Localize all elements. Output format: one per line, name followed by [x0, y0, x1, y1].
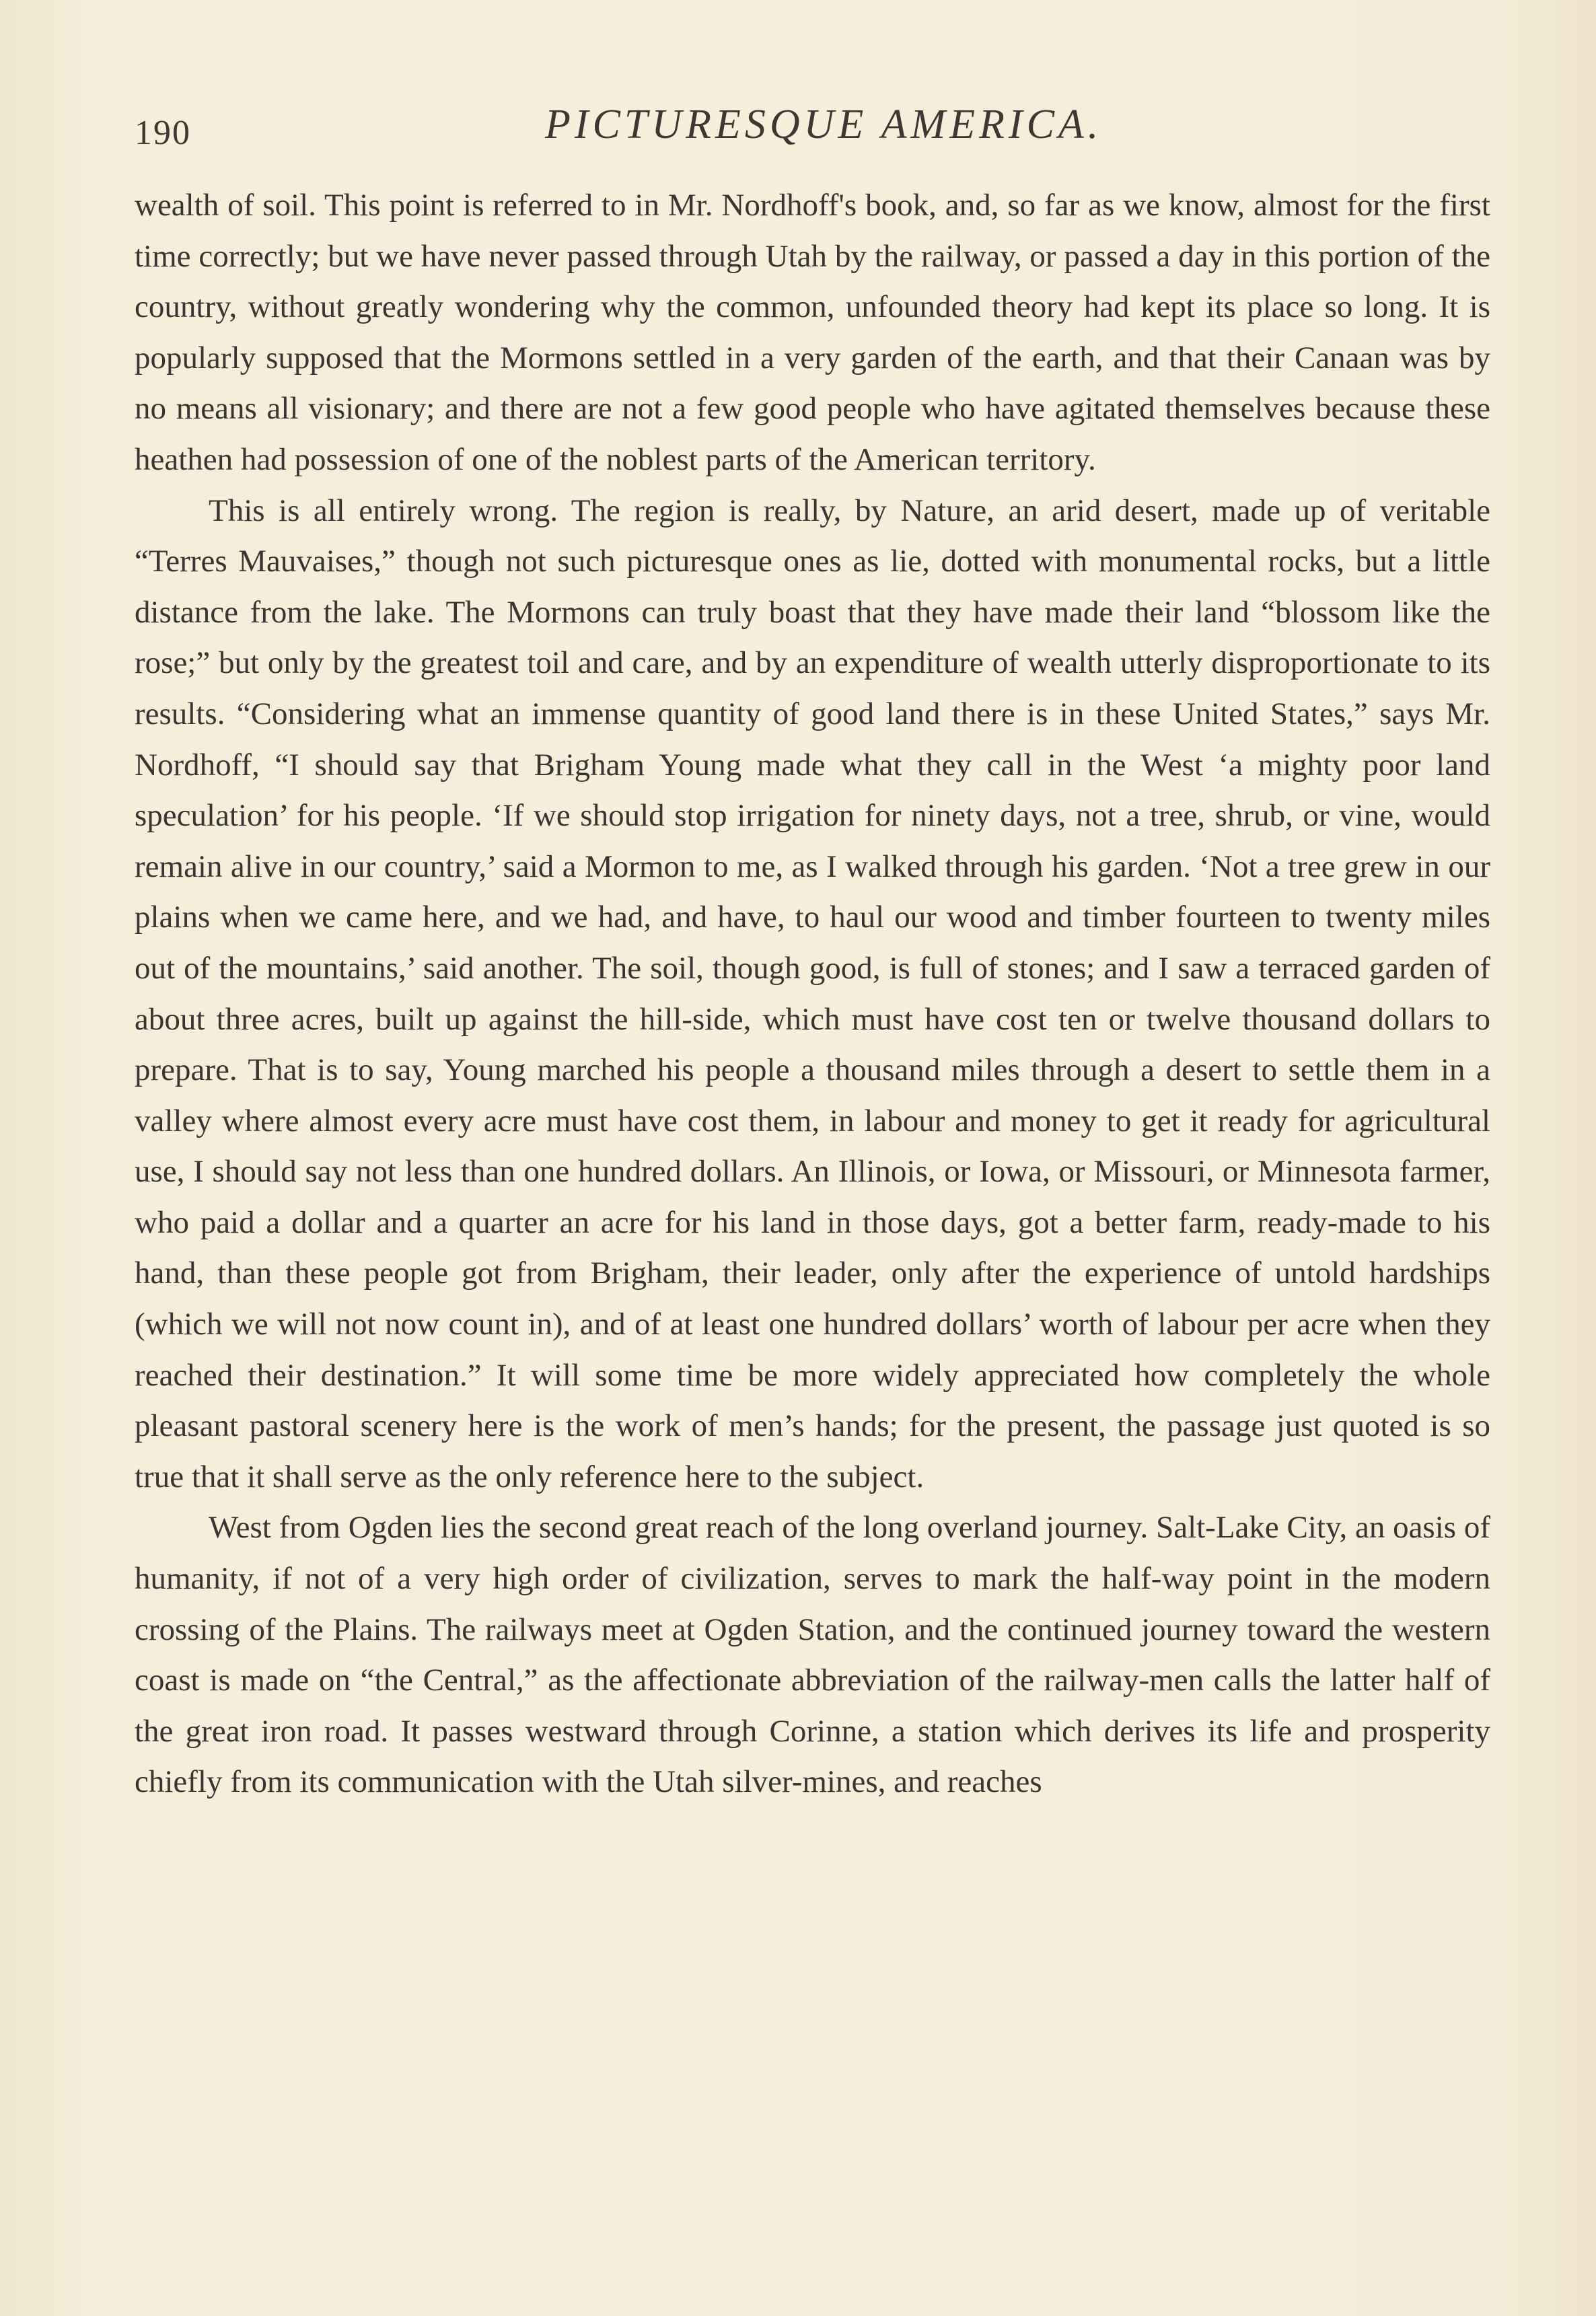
paragraph-2: This is all entirely wrong. The region is really, by Nature, an arid desert, made up of veritable “Terres Mauvaises,” though not such picturesque ones as lie, dotted with monumental rocks, but a little distance from the lake. The Mormons can truly boast that they have made their land “blossom like the rose;” but only by the greatest toil and care, and by an expenditure of wealth utterly disproportionate to its results. “Considering what an immense quantity of good land there is in these United States,” says Mr. Nordhoff, “I should say that Brigham Young made what they call in the West ‘a mighty poor land speculation’ for his people. ‘If we should stop irrigation for ninety days, not a tree, shrub, or vine, would remain alive in our country,’ said a Mormon to me, as I walked through his garden. ‘Not a tree grew in our plains when we came here, and we had, and have, to haul our wood and timber fourteen to twenty miles out of the mountains,’ said another. The soil, though good, is full of stones; and I saw a terraced garden of about three acres, built up against the hill-side, which must have cost ten or twelve thousand dollars to prepare. That is to say, Young marched his people a thousand miles through a desert to settle them in a valley where almost every acre must have cost them, in labour and money to get it ready for agricultural use, I should say not less than one hundred dollars. An Illinois, or Iowa, or Missouri, or Minnesota farmer, who paid a dollar and a quarter an acre for his land in those days, got a better farm, ready-made to his hand, than these people got from Brigham, their leader, only after the experience of untold hardships (which we will not now count in), and of at least one hundred dollars’ worth of labour per acre when they reached their destination.” It will some time be more widely appreciated how completely the whole pleasant pastoral scenery here is the work of men’s hands; for the present, the passage just quoted is so true that it shall serve as the only reference here to the subject.	[135, 493, 1490, 1494]
body-text	[135, 180, 1490, 1808]
page-number: 190	[135, 114, 191, 152]
running-title: PICTURESQUE AMERICA.	[545, 102, 1103, 147]
page-header	[135, 101, 1494, 161]
paragraph-1: wealth of soil. This point is referred to in Mr. Nordhoff's book, and, so far as we know, almost for the first time correctly; but we have never passed through Utah by the railway, or passed a day in this portion of the country, without greatly wondering why the common, unfounded theory had kept its place so long. It is popularly supposed that the Mormons settled in a very garden of the earth, and that their Canaan was by no means all visionary; and there are not a few good people who have agitated themselves because these heathen had possession of one of the noblest parts of the American territory.	[135, 188, 1490, 477]
paragraph-3: West from Ogden lies the second great reach of the long overland journey. Salt-Lake City, an oasis of humanity, if not of a very high order of civilization, serves to mark the half-way point in the modern crossing of the Plains. The railways meet at Ogden Station, and the continued journey toward the western coast is made on “the Central,” as the affectionate abbreviation of the railway-men calls the latter half of the great iron road. It passes westward through Corinne, a station which derives its life and prosperity chiefly from its communication with the Utah silver-mines, and reaches	[135, 1510, 1490, 1800]
